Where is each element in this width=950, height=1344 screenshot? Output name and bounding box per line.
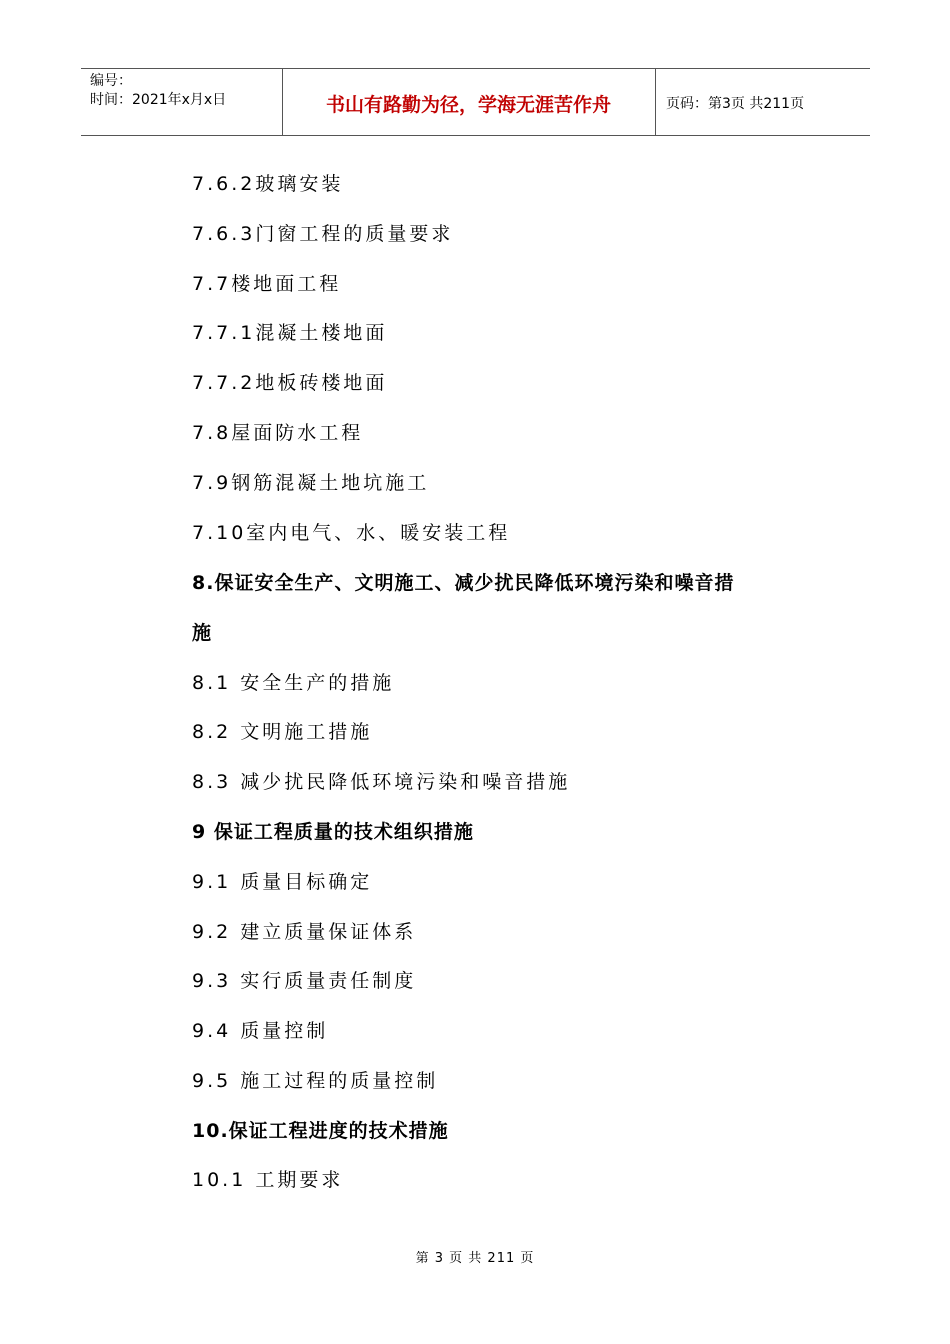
page-footer: 第 3 页 共 211 页 xyxy=(415,1251,535,1266)
toc-item[interactable]: 9.3 实行质量责任制度 xyxy=(192,970,417,992)
toc-item[interactable]: 8.2 文明施工措施 xyxy=(192,721,373,743)
toc-section-heading[interactable]: 10.保证工程进度的技术措施 xyxy=(192,1120,449,1142)
document-date: 时间：2021年x月x日 xyxy=(90,92,227,108)
document-number-label: 编号： xyxy=(90,73,132,89)
toc-item[interactable]: 9.4 质量控制 xyxy=(192,1020,329,1042)
toc-item[interactable]: 7.10室内电气、水、暖安装工程 xyxy=(192,522,511,544)
toc-item[interactable]: 9.1 质量目标确定 xyxy=(192,871,373,893)
page-header xyxy=(81,68,870,136)
toc-item[interactable]: 8.3 减少扰民降低环境污染和噪音措施 xyxy=(192,771,571,793)
header-motto: 书山有路勤为径，学海无涯苦作舟 xyxy=(325,93,611,116)
header-page-info: 页码：第3页 共211页 xyxy=(666,96,805,112)
toc-section-heading[interactable]: 8.保证安全生产、文明施工、减少扰民降低环境污染和噪音措 xyxy=(192,572,735,594)
toc-item[interactable]: 10.1 工期要求 xyxy=(192,1169,344,1191)
toc-item[interactable]: 9.5 施工过程的质量控制 xyxy=(192,1070,439,1092)
toc-item[interactable]: 9.2 建立质量保证体系 xyxy=(192,921,417,943)
toc-item[interactable]: 7.8屋面防水工程 xyxy=(192,422,364,444)
toc-item[interactable]: 7.7楼地面工程 xyxy=(192,273,342,295)
header-divider xyxy=(655,69,656,135)
toc-item[interactable]: 7.6.2玻璃安装 xyxy=(192,173,344,195)
toc-item[interactable]: 7.7.1混凝土楼地面 xyxy=(192,322,388,344)
toc-item[interactable]: 7.9钢筋混凝土地坑施工 xyxy=(192,472,430,494)
toc-item[interactable]: 7.6.3门窗工程的质量要求 xyxy=(192,223,454,245)
toc-item[interactable]: 7.7.2地板砖楼地面 xyxy=(192,372,388,394)
toc-section-heading[interactable]: 9 保证工程质量的技术组织措施 xyxy=(192,821,474,843)
toc-section-heading-continued[interactable]: 施 xyxy=(192,622,213,644)
toc-item[interactable]: 8.1 安全生产的措施 xyxy=(192,672,395,694)
